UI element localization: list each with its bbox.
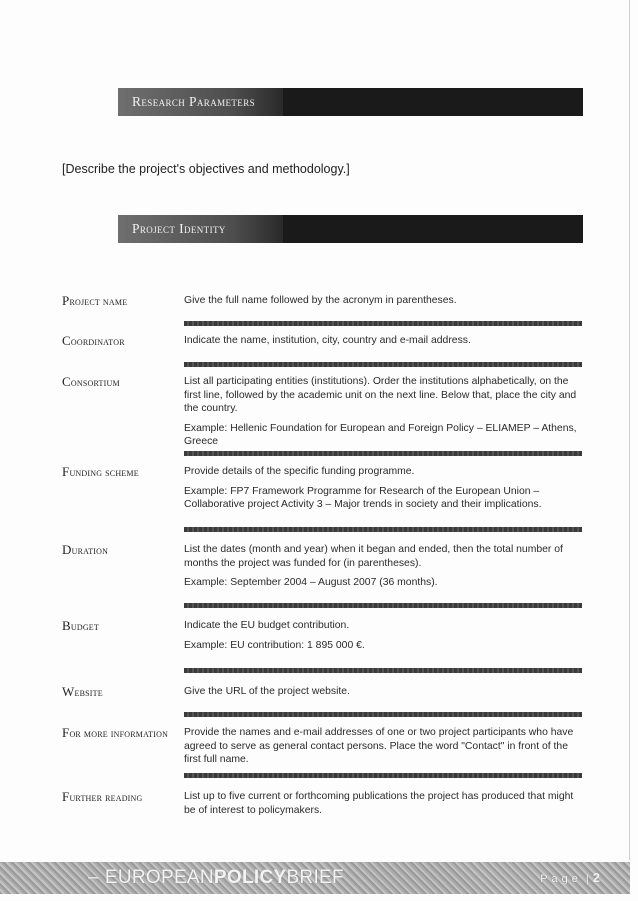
field-paragraph: Indicate the EU budget contribution. bbox=[184, 620, 350, 631]
field-label: Consortium bbox=[62, 374, 120, 389]
separator-bar bbox=[184, 362, 582, 367]
field-paragraph: Give the full name followed by the acronym in parentheses. bbox=[184, 295, 457, 306]
field-text bbox=[184, 334, 582, 354]
field-text bbox=[184, 465, 582, 518]
dash-mark: – bbox=[88, 867, 99, 888]
field-text bbox=[184, 543, 582, 596]
brand-prefix: EUROPEAN bbox=[104, 867, 214, 888]
field-paragraph: Example: FP7 Framework Programme for Research of the European Union – Collaborative project Activity 3 – Major trends in society and their implications. bbox=[184, 485, 542, 510]
field-text bbox=[184, 375, 582, 455]
separator-bar bbox=[184, 451, 582, 456]
section-title: Research Parameters bbox=[118, 88, 283, 116]
section-banner-research-parameters bbox=[118, 88, 583, 116]
field-paragraph: Example: September 2004 – August 2007 (36 months). bbox=[184, 577, 438, 588]
page-edge-line bbox=[629, 0, 630, 860]
footer-band bbox=[0, 862, 630, 894]
research-description: [Describe the project's objectives and methodology.] bbox=[62, 162, 350, 176]
field-label: Budget bbox=[62, 618, 99, 633]
page-word: Page bbox=[540, 873, 582, 885]
field-paragraph: Example: EU contribution: 1 895 000 €. bbox=[184, 639, 365, 651]
field-paragraph: Provide the names and e-mail addresses of one or two project participants who have agreed to serve as general contact persons. Place the word "Contact" in front of the first full name. bbox=[184, 727, 574, 765]
field-label: Funding scheme bbox=[62, 464, 139, 479]
field-paragraph: Provide details of the specific funding programme. bbox=[184, 466, 415, 477]
separator-bar bbox=[184, 603, 582, 608]
field-label: Further reading bbox=[62, 789, 143, 804]
field-text bbox=[184, 619, 582, 658]
page-indicator bbox=[540, 870, 600, 885]
separator-bar bbox=[184, 321, 582, 326]
section-banner-project-identity bbox=[118, 215, 583, 243]
field-paragraph: Give the URL of the project website. bbox=[184, 686, 350, 697]
field-paragraph: Example: Hellenic Foundation for European and Foreign Policy – ELIAMEP – Athens, Greece bbox=[184, 422, 577, 447]
field-label: For more information bbox=[62, 725, 169, 740]
brand-suffix: BRIEF bbox=[286, 867, 344, 888]
field-text bbox=[184, 685, 582, 705]
field-paragraph: List up to five current or forthcoming publications the project has produced that might be of interest to policymakers. bbox=[184, 791, 574, 816]
field-label: Website bbox=[62, 684, 103, 699]
field-paragraph: List the dates (month and year) when it began and ended, then the total number of months the project was funded for (in parentheses). bbox=[184, 544, 563, 569]
page-number: 2 bbox=[592, 870, 600, 885]
field-text bbox=[184, 294, 582, 314]
field-text bbox=[184, 790, 582, 823]
field-text bbox=[184, 726, 582, 773]
separator-bar bbox=[184, 668, 582, 673]
separator-bar bbox=[184, 712, 582, 717]
separator-bar bbox=[184, 527, 582, 532]
brand-logo bbox=[88, 867, 344, 889]
field-paragraph: Indicate the name, institution, city, country and e-mail address. bbox=[184, 335, 471, 346]
brand-bold: POLICY bbox=[213, 867, 287, 888]
field-label: Duration bbox=[62, 542, 109, 557]
section-title: Project Identity bbox=[118, 215, 283, 243]
field-label: Project name bbox=[62, 293, 128, 308]
page-divider: | bbox=[585, 873, 589, 885]
field-label: Coordinator bbox=[62, 333, 125, 348]
field-paragraph: List all participating entities (institutions). Order the institutions alphabetically, on the first line, followed by the academic unit on the next line. Below that, place the city and the country. bbox=[184, 376, 577, 414]
separator-bar bbox=[184, 773, 582, 778]
